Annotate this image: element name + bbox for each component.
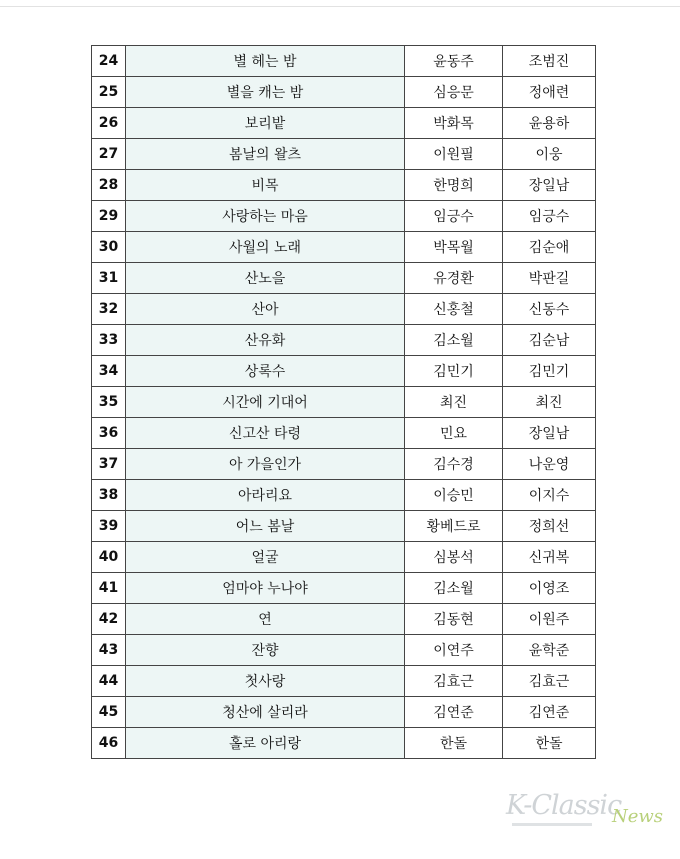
lyricist-cell: 김동현 [405, 604, 503, 635]
lyricist-cell: 심봉석 [405, 542, 503, 573]
song-title-cell: 첫사랑 [126, 666, 405, 697]
composer-cell: 이지수 [503, 480, 596, 511]
composer-cell: 정희선 [503, 511, 596, 542]
row-number-cell: 34 [92, 356, 126, 387]
table-row [92, 356, 596, 387]
song-title-cell: 시간에 기대어 [126, 387, 405, 418]
table-row [92, 728, 596, 759]
table-row [92, 263, 596, 294]
lyricist-cell: 이승민 [405, 480, 503, 511]
row-number-cell: 25 [92, 77, 126, 108]
row-number-cell: 29 [92, 201, 126, 232]
song-title-cell: 홀로 아리랑 [126, 728, 405, 759]
lyricist-cell: 박목월 [405, 232, 503, 263]
row-number-cell: 31 [92, 263, 126, 294]
table-row [92, 77, 596, 108]
composer-cell: 박판길 [503, 263, 596, 294]
row-number-cell: 39 [92, 511, 126, 542]
lyricist-cell: 김수경 [405, 449, 503, 480]
composer-cell: 신귀복 [503, 542, 596, 573]
row-number-cell: 30 [92, 232, 126, 263]
song-title-cell: 상록수 [126, 356, 405, 387]
table-row [92, 170, 596, 201]
song-title-cell: 아 가을인가 [126, 449, 405, 480]
table-row [92, 542, 596, 573]
lyricist-cell: 이원필 [405, 139, 503, 170]
song-title-cell: 사월의 노래 [126, 232, 405, 263]
song-title-cell: 별 헤는 밤 [126, 46, 405, 77]
composer-cell: 김효근 [503, 666, 596, 697]
watermark-logo [500, 786, 670, 836]
table-row [92, 201, 596, 232]
composer-cell: 장일남 [503, 170, 596, 201]
song-title-cell: 어느 봄날 [126, 511, 405, 542]
row-number-cell: 26 [92, 108, 126, 139]
row-number-cell: 32 [92, 294, 126, 325]
table-row [92, 604, 596, 635]
row-number-cell: 24 [92, 46, 126, 77]
row-number-cell: 41 [92, 573, 126, 604]
lyricist-cell: 유경환 [405, 263, 503, 294]
table-row [92, 480, 596, 511]
table-row [92, 294, 596, 325]
composer-cell: 신동수 [503, 294, 596, 325]
table-row [92, 449, 596, 480]
song-title-cell: 산유화 [126, 325, 405, 356]
table-row [92, 387, 596, 418]
composer-cell: 정애련 [503, 77, 596, 108]
row-number-cell: 38 [92, 480, 126, 511]
song-title-cell: 별을 캐는 밤 [126, 77, 405, 108]
composer-cell: 김순남 [503, 325, 596, 356]
table-row [92, 697, 596, 728]
row-number-cell: 45 [92, 697, 126, 728]
table-row [92, 511, 596, 542]
song-table-body [92, 46, 596, 759]
song-title-cell: 보리밭 [126, 108, 405, 139]
row-number-cell: 33 [92, 325, 126, 356]
lyricist-cell: 윤동주 [405, 46, 503, 77]
composer-cell: 나운영 [503, 449, 596, 480]
lyricist-cell: 한돌 [405, 728, 503, 759]
song-title-cell: 얼굴 [126, 542, 405, 573]
row-number-cell: 43 [92, 635, 126, 666]
row-number-cell: 37 [92, 449, 126, 480]
top-divider [0, 6, 680, 7]
lyricist-cell: 김소월 [405, 325, 503, 356]
composer-cell: 이영조 [503, 573, 596, 604]
composer-cell: 임긍수 [503, 201, 596, 232]
song-table [91, 45, 596, 759]
song-title-cell: 산아 [126, 294, 405, 325]
table-row [92, 325, 596, 356]
lyricist-cell: 심응문 [405, 77, 503, 108]
table-row [92, 108, 596, 139]
lyricist-cell: 한명희 [405, 170, 503, 201]
table-row [92, 232, 596, 263]
composer-cell: 최진 [503, 387, 596, 418]
song-title-cell: 아라리요 [126, 480, 405, 511]
composer-cell: 김순애 [503, 232, 596, 263]
lyricist-cell: 김민기 [405, 356, 503, 387]
lyricist-cell: 이연주 [405, 635, 503, 666]
lyricist-cell: 신홍철 [405, 294, 503, 325]
watermark-brand: K-Classic [506, 790, 622, 821]
row-number-cell: 44 [92, 666, 126, 697]
lyricist-cell: 민요 [405, 418, 503, 449]
table-row [92, 46, 596, 77]
row-number-cell: 42 [92, 604, 126, 635]
song-title-cell: 엄마야 누나야 [126, 573, 405, 604]
composer-cell: 조범진 [503, 46, 596, 77]
song-title-cell: 사랑하는 마음 [126, 201, 405, 232]
row-number-cell: 27 [92, 139, 126, 170]
watermark-suffix: News [612, 806, 664, 827]
lyricist-cell: 김연준 [405, 697, 503, 728]
lyricist-cell: 최진 [405, 387, 503, 418]
row-number-cell: 36 [92, 418, 126, 449]
song-title-cell: 산노을 [126, 263, 405, 294]
lyricist-cell: 황베드로 [405, 511, 503, 542]
composer-cell: 장일남 [503, 418, 596, 449]
table-row [92, 418, 596, 449]
song-title-cell: 청산에 살리라 [126, 697, 405, 728]
lyricist-cell: 임긍수 [405, 201, 503, 232]
table-row [92, 635, 596, 666]
composer-cell: 이웅 [503, 139, 596, 170]
table-row [92, 666, 596, 697]
song-title-cell: 연 [126, 604, 405, 635]
composer-cell: 윤용하 [503, 108, 596, 139]
song-title-cell: 비목 [126, 170, 405, 201]
composer-cell: 김민기 [503, 356, 596, 387]
composer-cell: 한돌 [503, 728, 596, 759]
row-number-cell: 35 [92, 387, 126, 418]
song-title-cell: 신고산 타령 [126, 418, 405, 449]
lyricist-cell: 박화목 [405, 108, 503, 139]
composer-cell: 윤학준 [503, 635, 596, 666]
composer-cell: 김연준 [503, 697, 596, 728]
composer-cell: 이원주 [503, 604, 596, 635]
song-title-cell: 봄날의 왈츠 [126, 139, 405, 170]
watermark-swoosh [512, 823, 592, 826]
row-number-cell: 40 [92, 542, 126, 573]
song-title-cell: 잔향 [126, 635, 405, 666]
row-number-cell: 46 [92, 728, 126, 759]
table-row [92, 573, 596, 604]
lyricist-cell: 김효근 [405, 666, 503, 697]
row-number-cell: 28 [92, 170, 126, 201]
lyricist-cell: 김소월 [405, 573, 503, 604]
table-row [92, 139, 596, 170]
